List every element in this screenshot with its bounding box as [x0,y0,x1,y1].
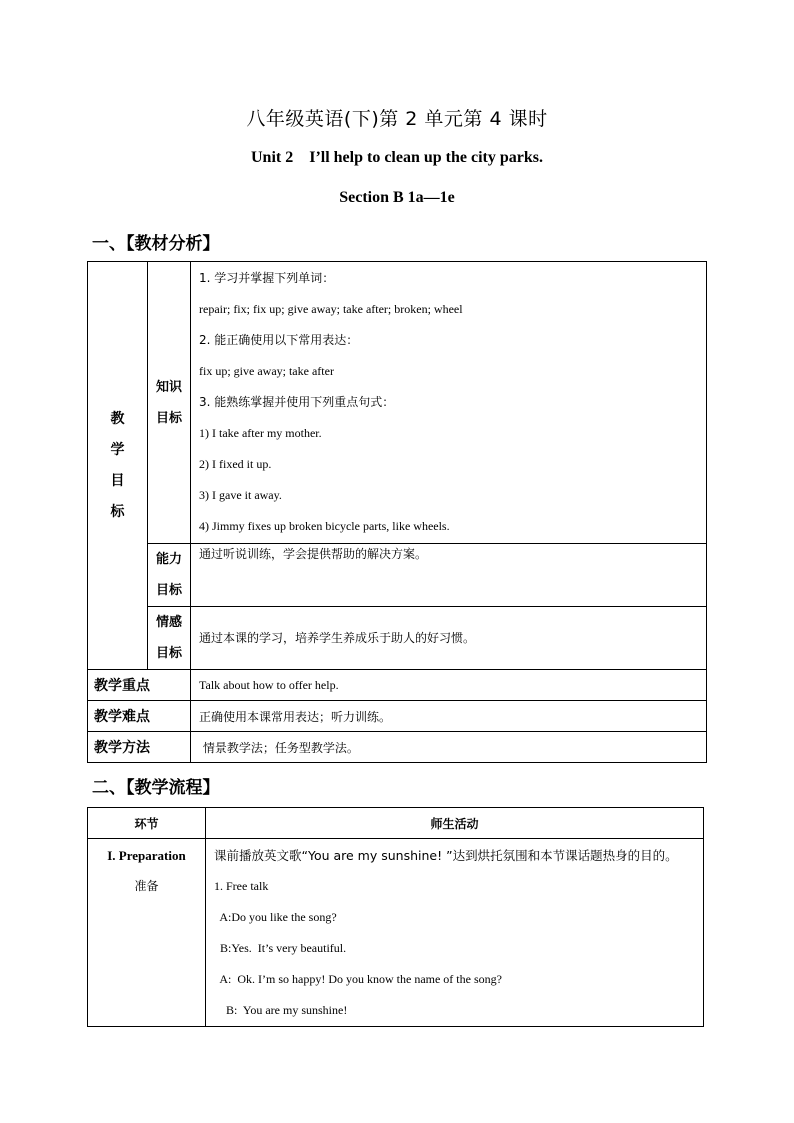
key-point-label: 教学重点 [88,670,191,701]
label-line: 目标 [155,646,182,661]
activity-line: A:Do you like the song? [214,910,337,924]
goal-line: 3. 能熟练掌握并使用下列重点句式： [199,395,395,409]
teaching-goals-label [88,262,148,670]
goal-line: 4) Jimmy fixes up broken bicycle parts, like wheels. [199,519,450,533]
teaching-method-label: 教学方法 [88,732,191,763]
stage-column-header: 环节 [88,808,206,839]
goal-line: 3) I gave it away. [199,488,282,502]
page-title: 八年级英语(下)第 2 单元第 4 课时 [246,108,548,130]
goal-line: fix up; give away; take after [199,364,334,378]
label-line: 情感 [155,615,182,630]
emotion-goal-label [148,607,191,670]
emotion-text: 通过本课的学习，培养学生养成乐于助人的好习惯。 [199,630,476,645]
goal-line: 1) I take after my mother. [199,426,322,440]
label-line: 目标 [155,410,182,426]
activity-line: B:Yes. It’s very beautiful. [214,941,347,955]
activity-cell [206,839,704,1027]
activity-line: 课前播放英文歌“You are my sunshine! ”达到烘托氛围和本节课话题热身的目的。 [214,848,678,863]
goal-line: 2. 能正确使用以下常用表达： [199,333,359,347]
knowledge-goal-label [148,262,191,544]
goal-line: 2) I fixed it up. [199,457,272,471]
stage-cell [88,839,206,1027]
activity-column-header: 师生活动 [206,808,704,839]
difficult-point-label: 教学难点 [88,701,191,732]
goal-char: 教 [110,410,125,427]
activity-line: B: You are my sunshine! [214,1003,348,1017]
goal-line: repair; fix; fix up; give away; take after; broken; wheel [199,302,463,316]
knowledge-goal-content [191,262,707,544]
activity-line: 1. Free talk [214,879,269,893]
activity-line: A: Ok. I’m so happy! Do you know the name of the song? [214,972,502,986]
section2-heading: 二、【教学流程】 [92,778,220,798]
ability-goal-label [148,544,191,607]
goal-char: 学 [110,441,125,458]
unit-title: Unit 2 I’ll help to clean up the city parks. [250,149,543,166]
goal-char: 目 [110,472,125,489]
difficult-point-value: 正确使用本课常用表达；听力训练。 [191,701,707,732]
section1-heading: 一、【教材分析】 [92,234,220,254]
analysis-table [87,261,707,763]
ability-text: 通过听说训练，学会提供帮助的解决方案。 [199,547,428,561]
emotion-goal-content [191,607,707,670]
label-line: 目标 [155,583,182,598]
teaching-method-value: 情景教学法；任务型教学法。 [191,732,707,763]
goal-line: 1. 学习并掌握下列单词： [199,271,335,285]
flow-table [87,807,704,1027]
ability-goal-content [191,544,707,607]
stage-cn: 准备 [134,879,159,893]
label-line: 知识 [155,379,182,395]
section-title: Section B 1a—1e [339,189,455,206]
stage-name: I. Preparation [107,848,186,863]
key-point-value: Talk about how to offer help. [191,670,707,701]
goal-char: 标 [110,503,125,520]
label-line: 能力 [155,552,182,567]
